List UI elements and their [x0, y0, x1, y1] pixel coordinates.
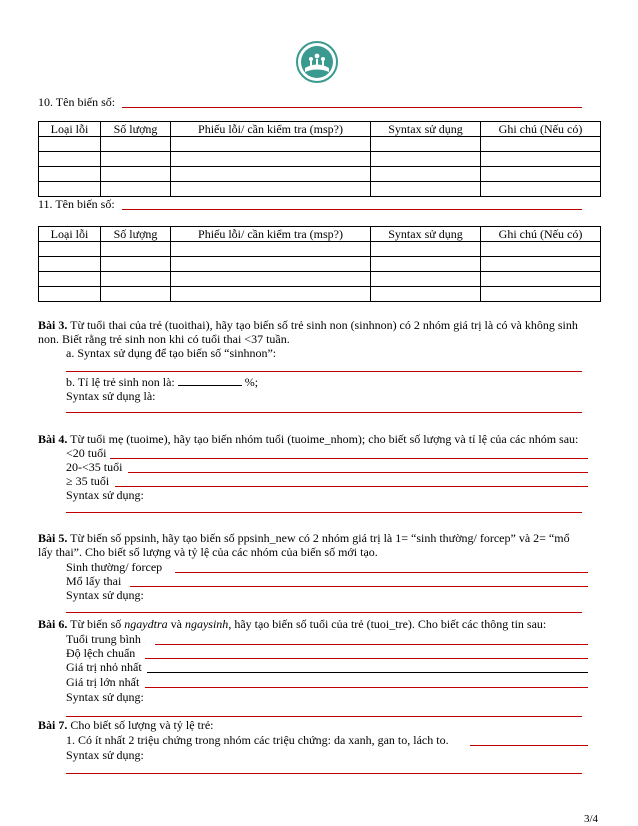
bai6-t2: và [167, 617, 185, 631]
var11-input-line[interactable] [122, 209, 582, 210]
bai5-group1-line[interactable] [175, 572, 588, 573]
bai6-stat-max: Giá trị lớn nhất [66, 675, 140, 689]
table-header-row [39, 227, 601, 242]
bai3-line1 [38, 318, 578, 332]
table-row[interactable] [39, 287, 601, 302]
bai3-syntax-line[interactable] [66, 412, 582, 413]
col-error-type: Loại lỗi [39, 122, 101, 137]
bai4-group1: <20 tuổi [66, 446, 107, 460]
bai5-group2: Mổ lấy thai [66, 574, 122, 588]
bai4-group1-line[interactable] [110, 458, 588, 459]
bai6-sd-line[interactable] [145, 658, 588, 659]
bai7-text1: Cho biết số lượng và tỷ lệ trẻ: [67, 718, 214, 732]
bai7-q1: 1. Có ít nhất 2 triệu chứng trong nhóm các triệu chứng: da xanh, gan to, lách to. [66, 733, 449, 747]
bai6-title: Bài 6. [38, 617, 68, 631]
bai6-min-line[interactable] [147, 672, 588, 673]
bai5-syntax-line[interactable] [66, 612, 582, 613]
bai6-syntax-label: Syntax sử dụng: [66, 690, 144, 704]
var10-input-line[interactable] [122, 107, 582, 108]
bai6-t1: Từ biến số [67, 617, 125, 631]
bai6-var2: ngaysinh [184, 617, 229, 631]
organization-logo-icon [296, 41, 338, 83]
bai5-group2-line[interactable] [130, 586, 588, 587]
bai4-text1: Từ tuổi mẹ (tuoime), hãy tạo biến nhóm tuổi (tuoime_nhom); cho biết số lượng và tỉ lệ của các nhóm sau: [67, 432, 579, 446]
page-number: 3/4 [584, 813, 599, 825]
table-header-row [39, 122, 601, 137]
table-row[interactable] [39, 272, 601, 287]
col-error-form: Phiếu lỗi/ cần kiểm tra (msp?) [171, 122, 371, 137]
bai4-group2-line[interactable] [128, 472, 588, 473]
bai6-syntax-line[interactable] [66, 716, 582, 717]
bai3-b-post: %; [241, 375, 259, 389]
error-table-11 [38, 226, 601, 302]
bai5-text1: Từ biến số ppsinh, hãy tạo biến số ppsinh_new có 2 nhóm giá trị là 1= “sinh thường/ forcep” và 2= “mổ [67, 531, 570, 545]
col-notes: Ghi chú (Nếu có) [481, 122, 601, 137]
table-row[interactable] [39, 167, 601, 182]
bai3-syntax-a-line[interactable] [66, 371, 582, 372]
bai3-part-a: a. Syntax sử dụng để tạo biến số “sinhnon”: [66, 346, 277, 360]
col-count: Số lượng [101, 227, 171, 242]
bai3-title: Bài 3. [38, 318, 68, 332]
bai3-text1: Từ tuổi thai của trẻ (tuoithai), hãy tạo biến số trẻ sinh non (sinhnon) có 2 nhóm giá trị là có và không sinh [67, 318, 578, 332]
bai7-syntax-label: Syntax sử dụng: [66, 748, 144, 762]
col-error-type: Loại lỗi [39, 227, 101, 242]
col-syntax: Syntax sử dụng [371, 227, 481, 242]
col-error-form: Phiếu lỗi/ cần kiểm tra (msp?) [171, 227, 371, 242]
bai4-line1 [38, 432, 578, 446]
bai6-stat-mean: Tuổi trung bình [66, 632, 141, 646]
table-row[interactable] [39, 152, 601, 167]
bai4-group3-line[interactable] [115, 486, 588, 487]
col-syntax: Syntax sử dụng [371, 122, 481, 137]
bai6-line1 [38, 617, 546, 631]
bai5-title: Bài 5. [38, 531, 68, 545]
bai5-line1 [38, 531, 570, 545]
bai3-part-b [66, 374, 258, 389]
var11-label: 11. Tên biến số: [38, 197, 115, 211]
bai3-rate-blank[interactable] [178, 374, 242, 386]
bai5-group1: Sinh thường/ forcep [66, 560, 163, 574]
bai3-syntax-label: Syntax sử dụng là: [66, 389, 156, 403]
bai5-text2: lấy thai”. Cho biết số lượng và tỷ lệ của các nhóm của biến số mới tạo. [38, 545, 378, 559]
error-table-10 [38, 121, 601, 197]
bai6-t3: , hãy tạo biến số tuổi của trẻ (tuoi_tre). Cho biết các thông tin sau: [228, 617, 547, 631]
bai7-title: Bài 7. [38, 718, 68, 732]
table-row[interactable] [39, 242, 601, 257]
bai7-line1 [38, 718, 214, 732]
bai6-mean-line[interactable] [155, 644, 588, 645]
bai6-stat-min: Giá trị nhỏ nhất [66, 660, 142, 674]
col-count: Số lượng [101, 122, 171, 137]
bai4-syntax-label: Syntax sử dụng: [66, 488, 144, 502]
col-notes: Ghi chú (Nếu có) [481, 227, 601, 242]
bai5-syntax-label: Syntax sử dụng: [66, 588, 144, 602]
bai3-text2: non. Biết rằng trẻ sinh non khi có tuổi thai <37 tuần. [38, 332, 290, 346]
bai4-group3: ≥ 35 tuổi [66, 474, 110, 488]
bai7-q1-line[interactable] [470, 745, 588, 746]
bai4-title: Bài 4. [38, 432, 68, 446]
table-row[interactable] [39, 257, 601, 272]
bai4-syntax-line[interactable] [66, 512, 582, 513]
table-row[interactable] [39, 182, 601, 197]
bai6-stat-sd: Độ lệch chuẩn [66, 646, 136, 660]
bai6-var1: ngaydtra [124, 617, 168, 631]
bai4-group2: 20-<35 tuổi [66, 460, 123, 474]
var10-label: 10. Tên biến số: [38, 95, 116, 109]
bai3-b-pre: b. Tỉ lệ trẻ sinh non là: [66, 375, 178, 389]
bai7-syntax-line[interactable] [66, 773, 582, 774]
bai6-max-line[interactable] [145, 687, 588, 688]
table-row[interactable] [39, 137, 601, 152]
